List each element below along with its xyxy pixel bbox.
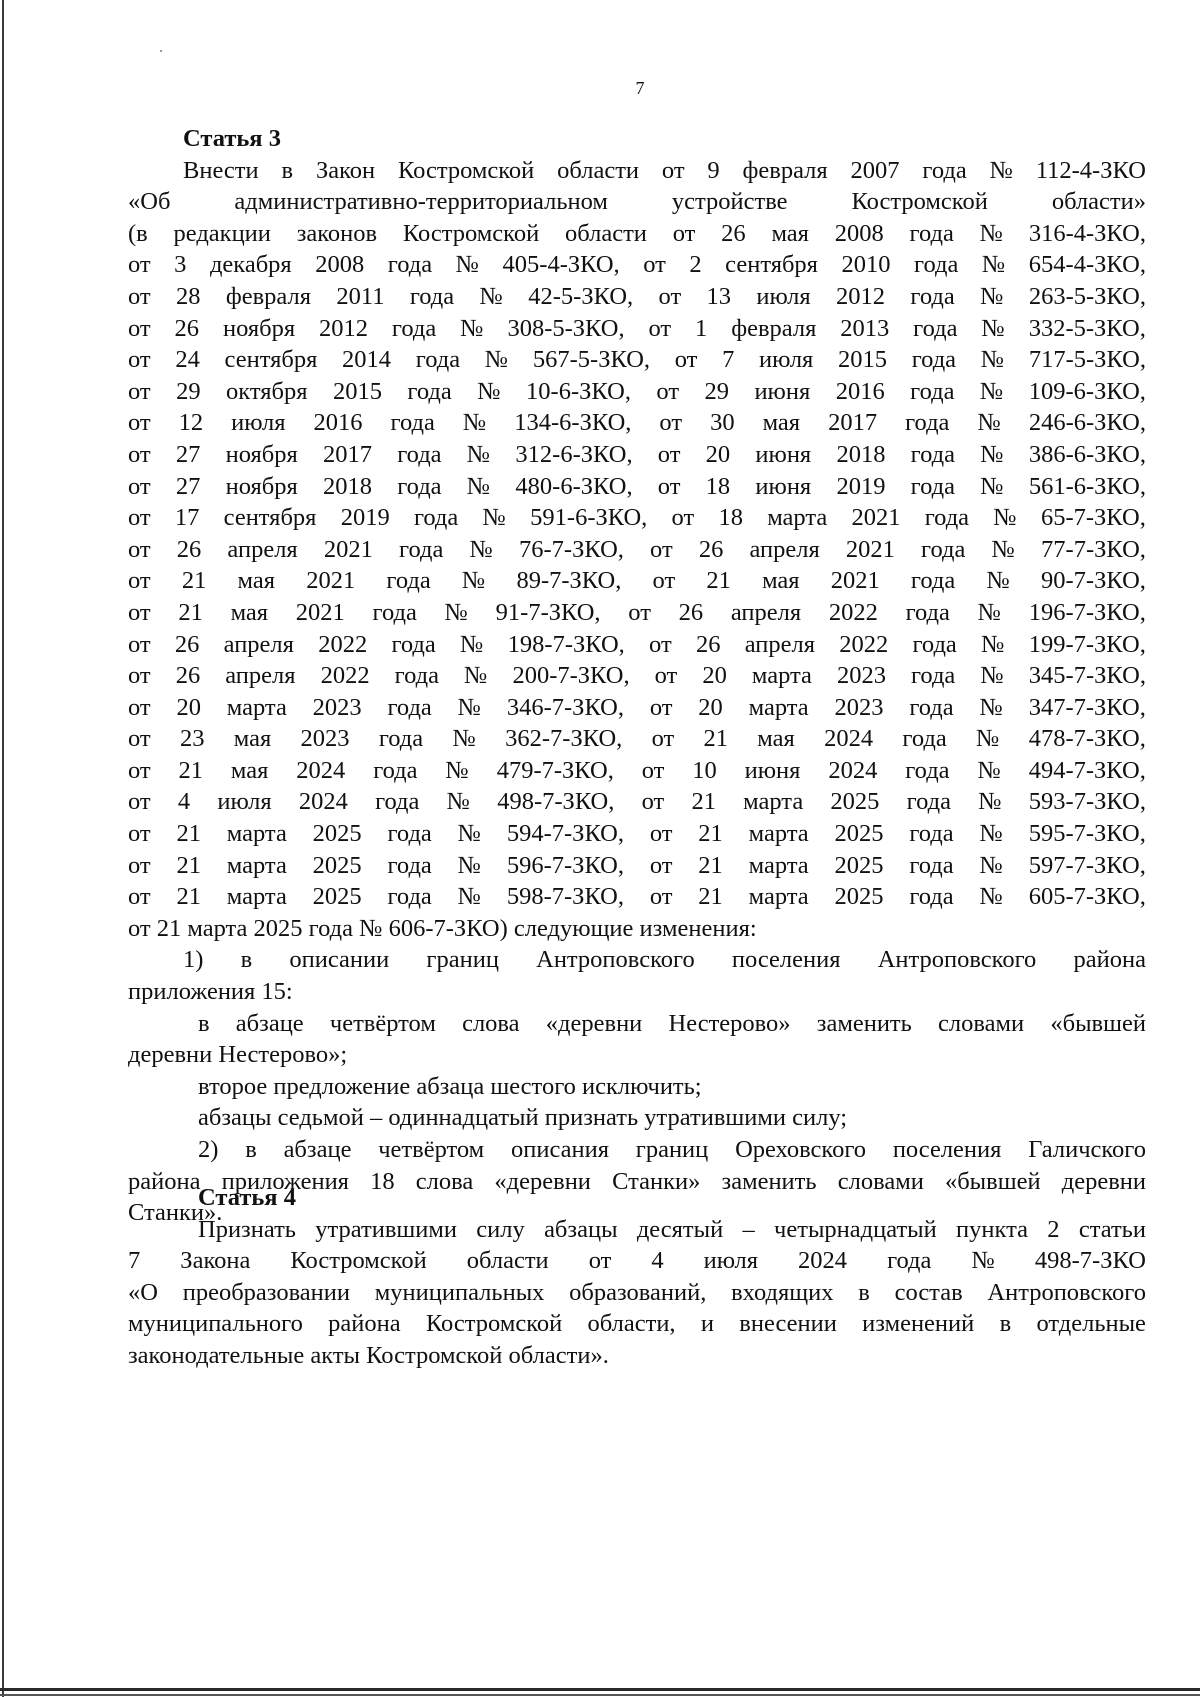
article-3-intro-line-text: от 28 февраля 2011 года № 42-5-ЗКО, от 13 июля 2012 года № 263-5-ЗКО,: [128, 282, 1146, 310]
article-3-intro-line-text: от 27 ноября 2018 года № 480-6-ЗКО, от 18 июня 2019 года № 561-6-ЗКО,: [128, 472, 1146, 500]
item-1-sub-1-line-1: [128, 1008, 1146, 1040]
page-number: 7: [635, 78, 645, 98]
article-4-line-1: [128, 1214, 1146, 1246]
article-3-intro-line-text: (в редакции законов Костромской области от 26 мая 2008 года № 316-4-ЗКО,: [128, 219, 1146, 247]
article-3-intro-line-text: от 21 мая 2021 года № 91-7-ЗКО, от 26 апреля 2022 года № 196-7-ЗКО,: [128, 598, 1146, 626]
article-3-intro-line: [128, 723, 1146, 755]
article-3-intro-line: [128, 818, 1146, 850]
item-1-sub-3: абзацы седьмой – одиннадцатый признать утратившими силу;: [198, 1104, 848, 1132]
article-3-intro-line-text: от 21 мая 2024 года № 479-7-ЗКО, от 10 июня 2024 года № 494-7-ЗКО,: [128, 756, 1146, 784]
article-3: [128, 123, 1146, 1229]
article-3-intro-line-text: от 26 апреля 2022 года № 198-7-ЗКО, от 26 апреля 2022 года № 199-7-ЗКО,: [128, 630, 1146, 658]
scan-edge-bottom-shadow: [0, 1694, 1200, 1696]
article-3-intro-line-text: от 26 ноября 2012 года № 308-5-ЗКО, от 1 февраля 2013 года № 332-5-ЗКО,: [128, 314, 1146, 342]
article-3-intro-line: [128, 186, 1146, 218]
article-3-intro-line: [128, 471, 1146, 503]
article-3-intro-line: [128, 281, 1146, 313]
article-3-intro-line: [128, 629, 1146, 661]
item-1-sub-1-text-1: в абзаце четвёртом слова «деревни Нестерово» заменить словами «бывшей: [198, 1009, 1146, 1037]
article-4-heading: Статья 4: [198, 1184, 296, 1211]
article-3-intro-line: [128, 155, 1146, 187]
article-3-intro-line-text: от 27 ноября 2017 года № 312-6-ЗКО, от 20 июня 2018 года № 386-6-ЗКО,: [128, 440, 1146, 468]
item-1-line-1: [128, 944, 1146, 976]
article-3-intro-line: [128, 881, 1146, 913]
article-3-intro-line-text: от 20 марта 2023 года № 346-7-ЗКО, от 20 марта 2023 года № 347-7-ЗКО,: [128, 693, 1146, 721]
article-3-intro-line: [128, 850, 1146, 882]
article-3-intro-line: [128, 313, 1146, 345]
article-3-intro-line-text: от 4 июля 2024 года № 498-7-ЗКО, от 21 марта 2025 года № 593-7-ЗКО,: [128, 788, 1146, 816]
article-4-line-5: законодательные акты Костромской области».: [128, 1341, 609, 1369]
article-3-intro-line: [128, 786, 1146, 818]
article-4-text-3: «О преобразовании муниципальных образований, входящих в состав Антроповского: [128, 1278, 1146, 1306]
item-2-text-2: района приложения 18 слова «деревни Станки» заменить словами «бывшей деревни: [128, 1167, 1146, 1195]
article-3-intro-line-text: от 24 сентября 2014 года № 567-5-ЗКО, от 7 июля 2015 года № 717-5-ЗКО,: [128, 346, 1146, 374]
item-1-sub-1-line-2: деревни Нестерово»;: [128, 1041, 348, 1069]
article-3-intro-line-text: от 3 декабря 2008 года № 405-4-ЗКО, от 2 сентября 2010 года № 654-4-ЗКО,: [128, 251, 1146, 279]
article-4-text-2: 7 Закона Костромской области от 4 июля 2024 года № 498-7-ЗКО: [128, 1247, 1146, 1275]
article-3-intro-line-text: Внести в Закон Костромской области от 9 февраля 2007 года № 112-4-ЗКО: [183, 156, 1146, 184]
item-2-text-1: 2) в абзаце четвёртом описания границ Ореховского поселения Галичского: [198, 1136, 1146, 1163]
article-3-intro-line-text: от 23 мая 2023 года № 362-7-ЗКО, от 21 мая 2024 года № 478-7-ЗКО,: [128, 725, 1146, 753]
article-3-intro-line-text: от 12 июля 2016 года № 134-6-ЗКО, от 30 мая 2017 года № 246-6-ЗКО,: [128, 409, 1146, 437]
article-3-intro-line: [128, 565, 1146, 597]
article-4-line-3: [128, 1277, 1146, 1309]
article-3-intro-line: [128, 407, 1146, 439]
article-3-intro-line-text: от 29 октября 2015 года № 10-6-ЗКО, от 29 июня 2016 года № 109-6-ЗКО,: [128, 377, 1146, 405]
article-3-intro-line: [128, 597, 1146, 629]
article-3-intro-line: [128, 755, 1146, 787]
article-3-intro-line-text: от 21 марта 2025 года № 596-7-ЗКО, от 21 марта 2025 года № 597-7-ЗКО,: [128, 851, 1146, 879]
article-3-intro-line-text: «Об административно-территориальном устройстве Костромской области»: [128, 188, 1146, 216]
article-3-intro-line: [128, 249, 1146, 281]
article-3-intro-line: [128, 660, 1146, 692]
scan-edge-bottom: [0, 1688, 1200, 1691]
item-2-line-1: [128, 1134, 1146, 1166]
article-3-intro-line: [128, 502, 1146, 534]
article-3-intro-line-text: от 21 марта 2025 года № 594-7-ЗКО, от 21 марта 2025 года № 595-7-ЗКО,: [128, 820, 1146, 848]
article-3-intro-line: [128, 376, 1146, 408]
article-3-intro: [128, 155, 1146, 913]
scan-speck: [160, 50, 162, 52]
item-2-line-3: Станки».: [128, 1199, 223, 1227]
article-3-intro-line: [128, 344, 1146, 376]
item-1-sub-2: второе предложение абзаца шестого исключить;: [198, 1072, 702, 1100]
article-3-intro-line: [128, 439, 1146, 471]
article-4-line-2: [128, 1245, 1146, 1277]
item-1-text-1: 1) в описании границ Антроповского поселения Антроповского района: [183, 946, 1146, 974]
article-3-heading: Статья 3: [183, 125, 281, 152]
article-3-intro-line-text: от 26 апреля 2022 года № 200-7-ЗКО, от 20 марта 2023 года № 345-7-ЗКО,: [128, 662, 1146, 690]
article-3-intro-line: [128, 534, 1146, 566]
article-4-text-4: муниципального района Костромской области, и внесении изменений в отдельные: [128, 1310, 1146, 1338]
article-3-intro-line: [128, 692, 1146, 724]
article-3-intro-last: от 21 марта 2025 года № 606-7-ЗКО) следующие изменения:: [128, 914, 757, 942]
article-3-intro-line: [128, 218, 1146, 250]
article-4-line-4: [128, 1308, 1146, 1340]
article-3-intro-line-text: от 21 мая 2021 года № 89-7-ЗКО, от 21 мая 2021 года № 90-7-ЗКО,: [128, 567, 1146, 595]
article-4: [128, 1182, 1146, 1372]
item-1-line-2: приложения 15:: [128, 978, 293, 1006]
article-3-intro-line-text: от 17 сентября 2019 года № 591-6-ЗКО, от 18 марта 2021 года № 65-7-ЗКО,: [128, 504, 1146, 532]
article-3-intro-line-text: от 21 марта 2025 года № 598-7-ЗКО, от 21 марта 2025 года № 605-7-ЗКО,: [128, 883, 1146, 911]
article-4-text-1: Признать утратившими силу абзацы десятый – четырнадцатый пункта 2 статьи: [198, 1215, 1146, 1243]
article-3-intro-line-text: от 26 апреля 2021 года № 76-7-ЗКО, от 26 апреля 2021 года № 77-7-ЗКО,: [128, 535, 1146, 563]
scan-edge-left: [2, 0, 4, 1697]
